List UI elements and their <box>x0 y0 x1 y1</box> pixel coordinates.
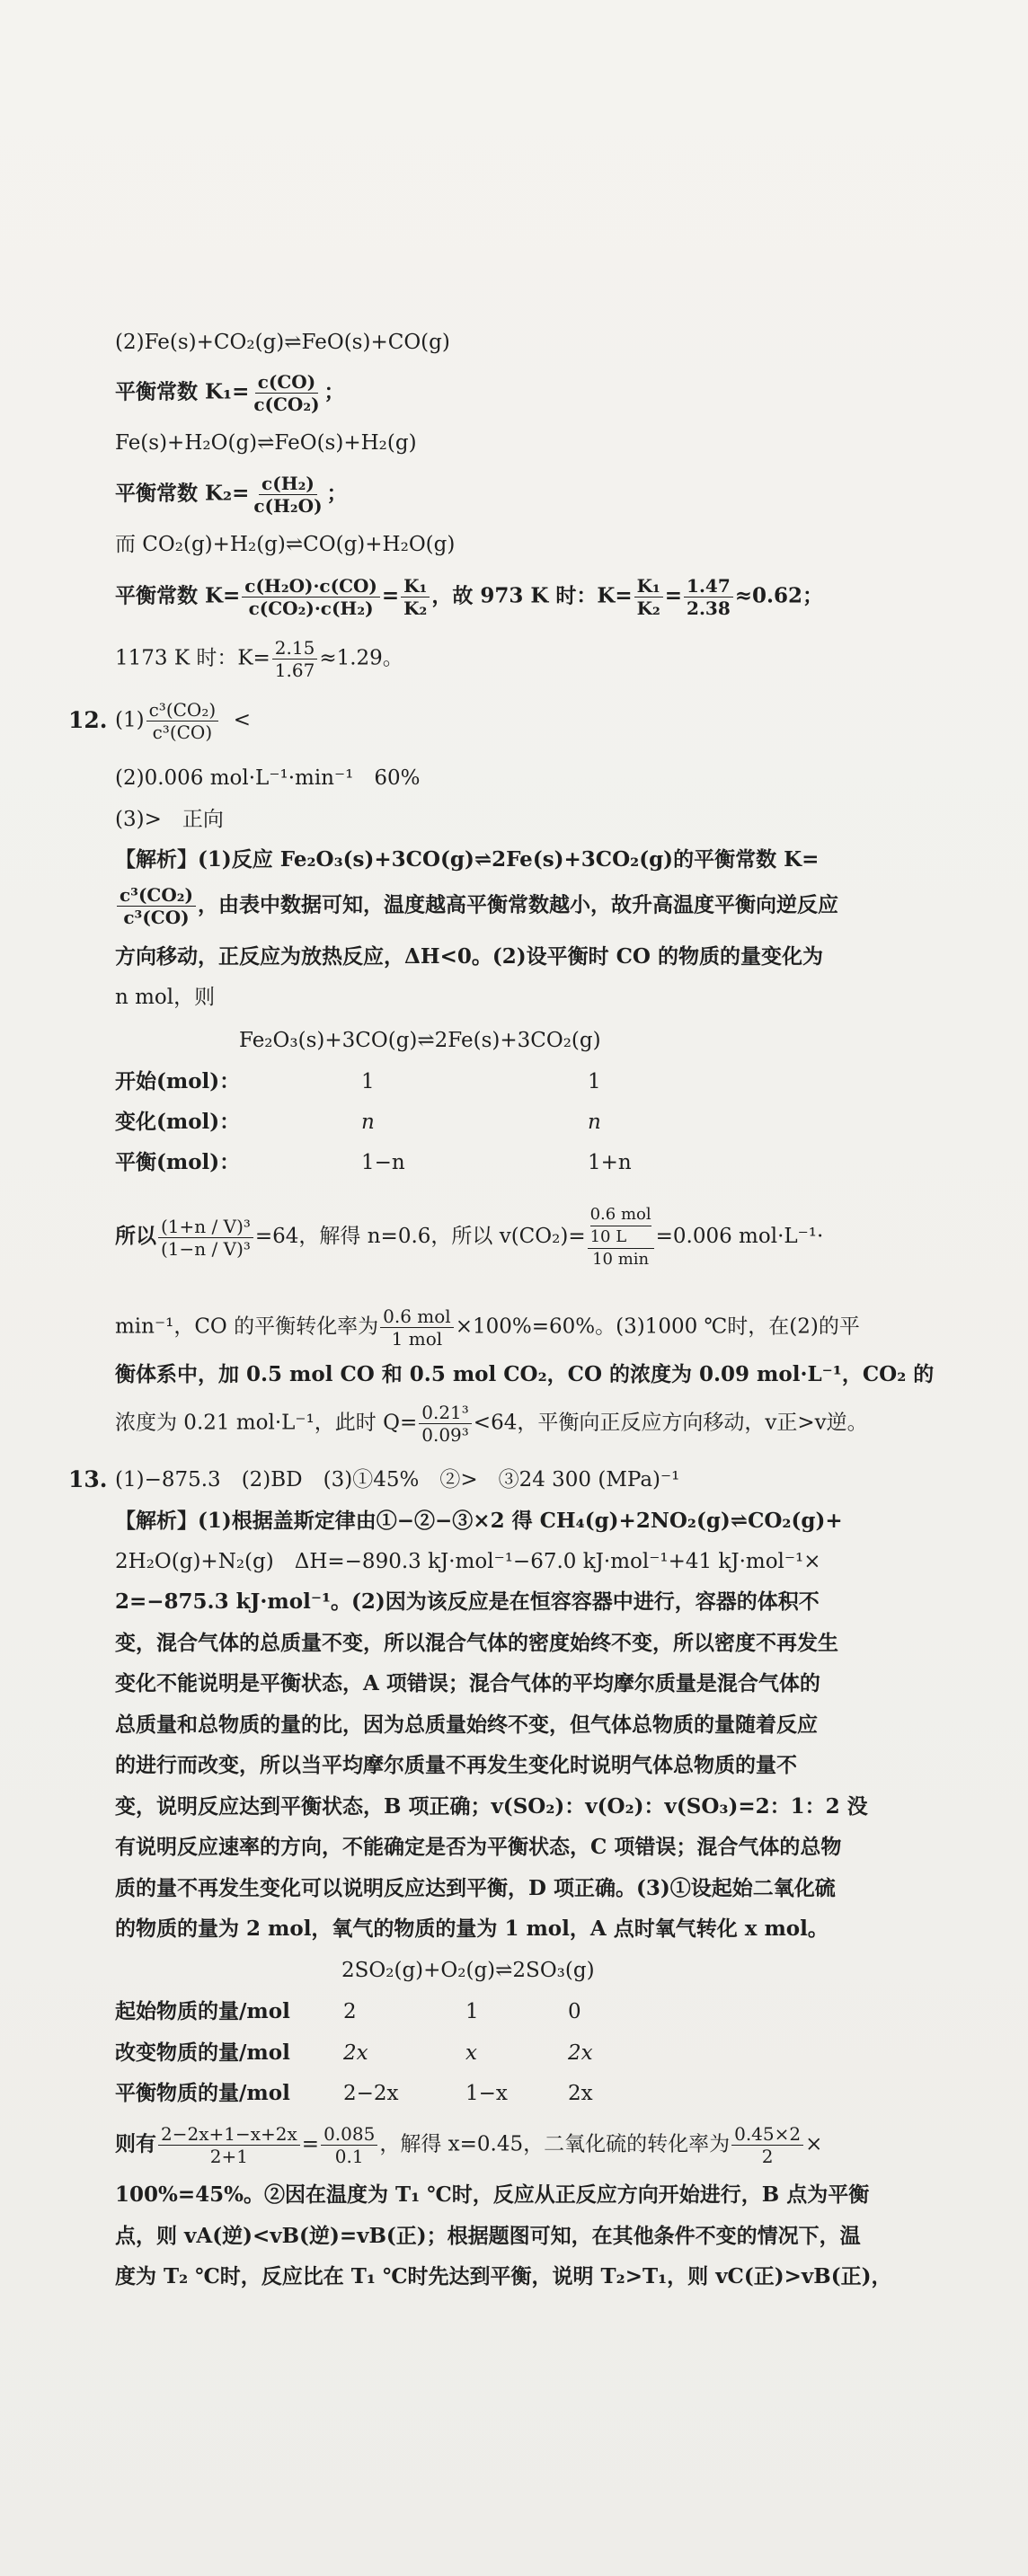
q11-line-5: 而 CO₂(g)+H₂(g)⇌CO(g)+H₂O(g) <box>115 533 456 556</box>
q13-text-7: 的进行而改变，所以当平均摩尔质量不再发生变化时说明气体总物质的量不 <box>115 1753 797 1777</box>
q13-text-3: 2=−875.3 kJ·mol⁻¹。(2)因为该反应是在恒容容器中进行，容器的体积不 <box>115 1589 820 1614</box>
q12-number: 12. <box>68 707 108 733</box>
q13-text-13: 点，则 vA(逆)<vB(逆)=vB(正)；根据题图可知，在其他条件不变的情况下，温 <box>115 2224 861 2248</box>
q12-row-eq-c2: 1+n <box>588 1151 632 1174</box>
q13-text-12: 100%=45%。②因在温度为 T₁ ℃时，反应从正反应方向开始进行，B 点为平衡 <box>115 2182 870 2207</box>
q12-explain-3: 方向移动，正反应为放热反应，ΔH<0。(2)设平衡时 CO 的物质的量变化为 <box>115 944 823 969</box>
q13-row-eq-c2: 1−x <box>465 2082 508 2105</box>
q12-answer-3: (3)> 正向 <box>115 808 224 831</box>
q13-row-change-c1: 2x <box>343 2041 368 2065</box>
q12-explain-7: 浓度为 0.21 mol·L⁻¹，此时 Q= $\frac{\text{0.21³}}{\text{0.09³}}$ <64，平衡向正反应方向移动，v正>v逆。 <box>115 1402 868 1446</box>
q11-k-formula: 平衡常数 K= $\frac{\text{c(H₂O)·c(CO)}}{\text{c(CO₂)·c(H₂)}}$ = $\frac{\text{K₁}}{\text{K₂}}$ ，故 973 K 时：K= $\frac{\text{K₁}}{\text{K₂}}$ = $\frac{1.47}{2.38}$ ≈0.62； <box>115 575 824 619</box>
q13-row-start-c1: 2 <box>343 2000 357 2023</box>
q13-number: 13. <box>68 1466 108 1492</box>
q12-row-eq-label: 平衡(mol)： <box>115 1150 241 1174</box>
q12-row-change-label: 变化(mol)： <box>115 1110 241 1134</box>
q12-answer-2: (2)0.006 mol·L⁻¹·min⁻¹ 60% <box>115 766 421 790</box>
q11-line-3: Fe(s)+H₂O(g)⇌FeO(s)+H₂(g) <box>115 431 417 455</box>
q13-text-1: 【解析】(1)根据盖斯定律由①−②−③×2 得 CH₄(g)+2NO₂(g)⇌CO₂(g)+ <box>115 1509 843 1533</box>
q12-row-change-c2: n <box>588 1111 601 1134</box>
q11-k2-formula: 平衡常数 K₂= $\frac{\text{c(H₂)}}{\text{c(H₂O)}}$ ； <box>115 473 348 517</box>
q13-text-10: 质的量不再发生变化可以说明反应达到平衡，D 项正确。(3)①设起始二氧化硫 <box>115 1876 836 1900</box>
q11-line-1: (2)Fe(s)+CO₂(g)⇌FeO(s)+CO(g) <box>115 331 450 354</box>
q12-explain-5: min⁻¹，CO 的平衡转化率为 $\frac{\text{0.6 mol}}{\text{1 mol}}$ ×100%=60%。(3)1000 ℃时，在(2)的平 <box>115 1306 860 1350</box>
q13-row-start-c3: 0 <box>568 2000 581 2023</box>
q13-answers: (1)−875.3 (2)BD (3)①45% ②> ③24 300 (MPa)⁻¹ <box>115 1468 680 1492</box>
q12-row-eq-c1: 1−n <box>361 1151 405 1174</box>
q12-row-start-c2: 1 <box>588 1070 601 1093</box>
q13-text-9: 有说明反应速率的方向，不能确定是否为平衡状态，C 项错误；混合气体的总物 <box>115 1835 842 1859</box>
q12-answer-1: (1) $\frac{\text{c³(CO₂)}}{\text{c³(CO)}}$ < <box>115 699 252 743</box>
q12-so-formula: 所以 $\frac{\text{(1+n / V)³}}{\text{(1−n / V)³}}$ =64，解得 n=0.6，所以 v(CO₂)= 0.6 mol 10 L 10 min =0.006 mol·L⁻¹· <box>115 1205 824 1269</box>
q13-then-formula: 则有 $\frac{2-2x+1-x+2x}{2+1}$ = $\frac{0.085}{0.1}$ ，解得 x=0.45，二氧化硫的转化率为 $\frac{0.45\times 2}{2}$ × <box>115 2123 823 2167</box>
q13-text-4: 变，混合气体的总质量不变，所以混合气体的密度始终不变，所以密度不再发生 <box>115 1631 838 1655</box>
q12-row-change-c1: n <box>361 1111 375 1134</box>
q13-text-2: 2H₂O(g)+N₂(g) ΔH=−890.3 kJ·mol⁻¹−67.0 kJ·mol⁻¹+41 kJ·mol⁻¹× <box>115 1550 821 1573</box>
q13-row-start-c2: 1 <box>465 2000 479 2023</box>
q12-equation: Fe₂O₃(s)+3CO(g)⇌2Fe(s)+3CO₂(g) <box>239 1029 601 1052</box>
q12-explain-6: 衡体系中，加 0.5 mol CO 和 0.5 mol CO₂，CO 的浓度为 0.09 mol·L⁻¹，CO₂ 的 <box>115 1362 935 1386</box>
q12-explain-4: n mol，则 <box>115 986 216 1009</box>
q13-text-11: 的物质的量为 2 mol，氧气的物质的量为 1 mol，A 点时氧气转化 x mol。 <box>115 1917 829 1941</box>
q11-k1-formula: 平衡常数 K₁= $\frac{c(CO)}{\text{c(CO₂)}}$ ； <box>115 371 345 415</box>
q11-1173-formula: 1173 K 时：K= $\frac{2.15}{1.67}$ ≈1.29。 <box>115 637 403 681</box>
q13-text-5: 变化不能说明是平衡状态，A 项错误；混合气体的平均摩尔质量是混合气体的 <box>115 1671 820 1695</box>
q13-text-6: 总质量和总物质的量的比，因为总质量始终不变，但气体总物质的量随着反应 <box>115 1713 818 1737</box>
q13-text-8: 变，说明反应达到平衡状态，B 项正确；v(SO₂)：v(O₂)：v(SO₃)=2：1：2 没 <box>115 1794 868 1819</box>
q12-explain-2: $\frac{\text{c³(CO₂)}}{\text{c³(CO)}}$ ，由表中数据可知，温度越高平衡常数越小，故升高温度平衡向逆反应 <box>115 884 838 928</box>
q13-row-change-label: 改变物质的量/mol <box>115 2040 290 2065</box>
q13-equation: 2SO₂(g)+O₂(g)⇌2SO₃(g) <box>341 1959 595 1982</box>
q12-row-start-label: 开始(mol)： <box>115 1069 241 1093</box>
q13-text-14: 度为 T₂ ℃时，反应比在 T₁ ℃时先达到平衡，说明 T₂>T₁，则 vC(正)>vB(正)， <box>115 2264 892 2288</box>
q12-explain-1: 【解析】(1)反应 Fe₂O₃(s)+3CO(g)⇌2Fe(s)+3CO₂(g)的平衡常数 K= <box>115 847 820 872</box>
q12-row-start-c1: 1 <box>361 1070 375 1093</box>
q13-row-eq-c1: 2−2x <box>343 2082 399 2105</box>
q13-row-start-label: 起始物质的量/mol <box>115 1999 290 2023</box>
q13-row-eq-c3: 2x <box>568 2082 593 2105</box>
q13-row-change-c3: 2x <box>568 2041 593 2065</box>
q13-row-eq-label: 平衡物质的量/mol <box>115 2081 290 2105</box>
q13-row-change-c2: x <box>465 2041 477 2065</box>
